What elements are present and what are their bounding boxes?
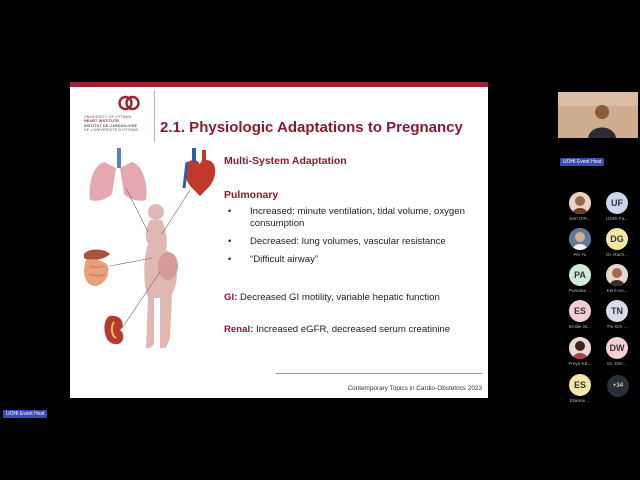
bullet-text: “Difficult airway” bbox=[250, 254, 319, 265]
avatar bbox=[569, 228, 591, 250]
participant-tile[interactable] bbox=[602, 337, 632, 371]
participant-tile[interactable] bbox=[565, 337, 595, 371]
participant-name: Purnima ... bbox=[568, 288, 592, 293]
participant-tile[interactable] bbox=[565, 300, 595, 334]
footer-divider bbox=[276, 373, 482, 374]
more-participants-button[interactable]: +34 bbox=[607, 375, 629, 397]
list-item bbox=[228, 206, 483, 230]
participant-photo-icon bbox=[569, 192, 591, 214]
avatar: TN bbox=[606, 300, 628, 322]
logo-line-4: DE L'UNIVERSITÉ D'OTTAWA bbox=[84, 128, 139, 133]
avatar: PA bbox=[569, 264, 591, 286]
list-item bbox=[228, 236, 483, 248]
bullet-text: Increased: minute ventilation, tidal volume, oxygen consumption bbox=[250, 206, 465, 229]
renal-text: Increased eGFR, decreased serum creatinine bbox=[253, 324, 451, 335]
logo-line-1: UNIVERSITY OF OTTAWA bbox=[84, 115, 132, 119]
pulmonary-heading: Pulmonary bbox=[224, 189, 279, 201]
section-title: Multi-System Adaptation bbox=[224, 155, 347, 167]
participant-tile[interactable] bbox=[565, 192, 595, 226]
avatar: ES bbox=[569, 300, 591, 322]
slide-footer: Contemporary Topics in Cardio-Obstetrics 2023 bbox=[347, 385, 482, 392]
participant-photo-icon bbox=[569, 228, 591, 250]
institute-logo-text bbox=[84, 115, 156, 133]
participant-name: Thi Kim ... bbox=[606, 324, 628, 329]
speaker-avatar-icon bbox=[558, 92, 638, 138]
logo-line-3: INSTITUT DE CARDIOLOGIE bbox=[84, 123, 138, 128]
logo-divider bbox=[154, 90, 155, 142]
avatar: DW bbox=[606, 337, 628, 359]
avatar: UF bbox=[606, 192, 628, 214]
avatar bbox=[569, 337, 591, 359]
avatar bbox=[606, 264, 628, 286]
bullet-icon: • bbox=[228, 254, 232, 265]
pregnancy-anatomy-illustration bbox=[74, 148, 224, 358]
participant-name: Dr. Rach... bbox=[606, 252, 628, 257]
lungs-icon bbox=[90, 148, 147, 201]
logo-line-2: HEART INSTITUTE bbox=[84, 119, 119, 124]
heart-institute-logo-icon bbox=[118, 94, 140, 112]
presentation-slide bbox=[70, 82, 488, 398]
participant-tile[interactable] bbox=[565, 264, 595, 298]
participant-photo-icon bbox=[606, 264, 628, 286]
pulmonary-bullet-list bbox=[228, 206, 483, 272]
gi-text: Decreased GI motility, variable hepatic function bbox=[237, 292, 440, 303]
participant-name: Fei Yu bbox=[573, 252, 587, 257]
participant-tile[interactable] bbox=[565, 228, 595, 262]
gi-line bbox=[224, 292, 440, 303]
heart-icon bbox=[184, 148, 215, 196]
participant-name: Freya KE... bbox=[568, 361, 592, 366]
slide-top-bar bbox=[70, 82, 488, 87]
participant-name: Keri O'R... bbox=[569, 216, 591, 221]
renal-label: Renal: bbox=[224, 324, 254, 335]
participant-name: Kerri-An... bbox=[606, 288, 628, 293]
speaker-video-tile[interactable] bbox=[558, 92, 638, 138]
pregnant-body-silhouette-icon bbox=[144, 204, 178, 348]
participant-name: Dr. Dire... bbox=[607, 361, 627, 366]
event-host-tag-bottom: UOHI Event Host bbox=[3, 410, 47, 418]
participant-tile[interactable] bbox=[602, 264, 632, 298]
bullet-icon: • bbox=[228, 236, 232, 247]
renal-line bbox=[224, 324, 450, 335]
digestive-organs-icon bbox=[84, 250, 110, 287]
avatar: DG bbox=[606, 228, 628, 250]
participant-tile[interactable] bbox=[602, 228, 632, 262]
slide-title: 2.1. Physiologic Adaptations to Pregnancy bbox=[160, 119, 463, 136]
list-item bbox=[228, 254, 483, 266]
participant-tile[interactable] bbox=[602, 300, 632, 334]
participant-tile[interactable] bbox=[565, 374, 595, 408]
kidney-icon bbox=[104, 316, 123, 344]
participant-name: Emilie St... bbox=[569, 324, 591, 329]
event-host-tag: UOHI Event Host bbox=[560, 158, 604, 166]
participant-photo-icon bbox=[569, 337, 591, 359]
bullet-text: Decreased: lung volumes, vascular resistance bbox=[250, 236, 446, 247]
gi-label: GI: bbox=[224, 292, 238, 303]
bullet-icon: • bbox=[228, 206, 232, 217]
avatar bbox=[569, 192, 591, 214]
participant-name: UOHI Fa... bbox=[606, 216, 628, 221]
avatar: ES bbox=[569, 374, 591, 396]
participant-name: Elianne ... bbox=[569, 398, 591, 403]
participant-tile[interactable] bbox=[602, 192, 632, 226]
